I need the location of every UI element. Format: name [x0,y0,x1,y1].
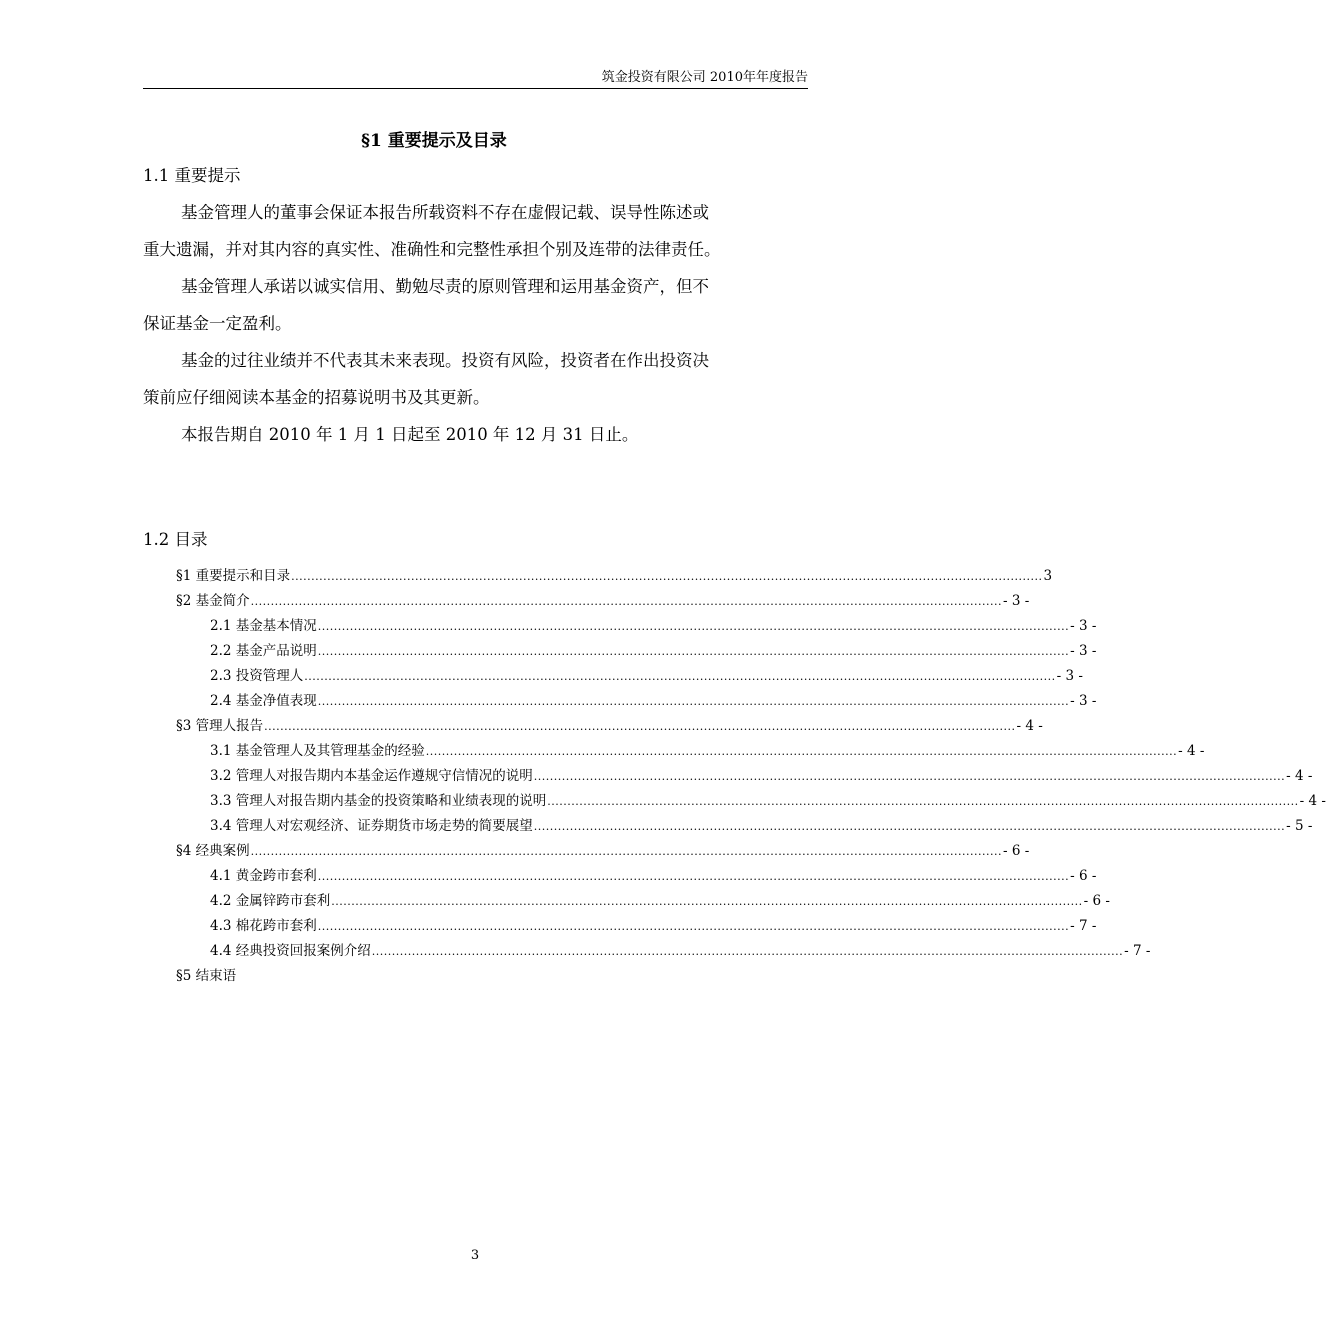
toc-entry[interactable] [210,739,1205,759]
page-header [143,66,808,89]
toc-entry[interactable] [176,839,1030,859]
toc-leader: ............................................................................................................................................................................................ [371,945,1124,958]
toc-entry[interactable] [176,714,1043,734]
toc-entry-page: - 4 - [1299,793,1326,809]
toc-entry[interactable] [176,564,1053,584]
toc-leader: ............................................................................................................................................................................................ [250,595,1002,608]
toc-leader: ............................................................................................................................................................................................ [304,670,1056,683]
toc-leader: ............................................................................................................................................................................................ [250,845,1002,858]
header-text: 筑金投资有限公司 2010年年度报告 [601,70,808,85]
toc-entry-page: - 7 - [1124,943,1151,959]
toc-entry-page: - 3 - [1070,643,1097,659]
toc-entry[interactable] [210,764,1313,784]
important-heading: 1.1 重要提示 [143,166,241,185]
toc-entry-page: - 6 - [1070,868,1097,884]
toc-entry[interactable] [210,664,1083,684]
toc-heading: 1.2 目录 [143,530,208,549]
toc-entry-label: §5 结束语 [176,968,237,984]
toc-entry-page: - 3 - [1070,618,1097,634]
toc-entry-label: 4.3 棉花跨市套利 [210,918,317,934]
toc-leader: ............................................................................................................................................................................................ [547,795,1299,808]
toc-leader: ............................................................................................................................................................................................ [317,695,1070,708]
toc-leader: ............................................................................................................................................................................................ [291,570,1043,583]
page-number: 3 [470,1248,480,1263]
toc-entry-label: §4 经典案例 [176,843,250,859]
toc-entry-label: 2.2 基金产品说明 [210,643,317,659]
toc-entry-page: - 4 - [1286,768,1313,784]
toc-entry-label: 3.3 管理人对报告期内基金的投资策略和业绩表现的说明 [210,793,547,809]
important-text [143,194,808,453]
toc-entry-label: §1 重要提示和目录 [176,568,291,584]
toc-entry[interactable] [176,964,476,984]
toc-entry-page: - 4 - [1178,743,1205,759]
important-line: 策前应仔细阅读本基金的招募说明书及其更新。 [143,388,490,407]
toc-leader: ............................................................................................................................................................................................ [317,870,1070,883]
toc-entry-page: 3 [1043,568,1053,584]
toc-entry-page: - 3 - [1070,693,1097,709]
toc-entry[interactable] [210,789,1326,809]
toc-entry-label: 3.2 管理人对报告期内本基金运作遵规守信情况的说明 [210,768,533,784]
toc-entry-label: 4.2 金属锌跨市套利 [210,893,331,909]
toc-entry-page: - 6 - [1003,843,1030,859]
toc-leader: ............................................................................................................................................................................................ [264,720,1016,733]
toc-entry-page: - 3 - [1003,593,1030,609]
toc-entry[interactable] [210,639,1097,659]
important-line: 基金管理人的董事会保证本报告所载资料不存在虚假记载、误导性陈述或 [181,203,709,222]
toc-leader: ............................................................................................................................................................................................ [425,745,1178,758]
toc-leader: ............................................................................................................................................................................................ [331,895,1083,908]
toc-leader: ............................................................................................................................................................................................ [533,820,1286,833]
toc-entry-label: 3.4 管理人对宏观经济、证券期货市场走势的简要展望 [210,818,533,834]
toc-entry[interactable] [176,589,1030,609]
toc-leader: ............................................................................................................................................................................................ [317,645,1070,658]
toc-entry-label: 3.1 基金管理人及其管理基金的经验 [210,743,425,759]
toc-entry-label: 2.1 基金基本情况 [210,618,317,634]
toc-entry-page: - 5 - [1286,818,1313,834]
toc-entry[interactable] [210,614,1097,634]
toc-entry-label: 4.1 黄金跨市套利 [210,868,317,884]
important-line: 重大遗漏，并对其内容的真实性、准确性和完整性承担个别及连带的法律责任。 [143,240,721,259]
important-line: 保证基金一定盈利。 [143,314,292,333]
toc-entry-page: - 7 - [1070,918,1097,934]
important-line: 本报告期自 2010 年 1 月 1 日起至 2010 年 12 月 31 日止。 [181,425,639,444]
toc-entry[interactable] [210,689,1097,709]
toc-entry-label: 4.4 经典投资回报案例介绍 [210,943,371,959]
toc-entry-page: - 3 - [1056,668,1083,684]
toc-entry[interactable] [210,864,1097,884]
toc-entry[interactable] [210,914,1097,934]
important-line: 基金管理人承诺以诚实信用、勤勉尽责的原则管理和运用基金资产，但不 [181,277,709,296]
toc-entry-page: - 6 - [1083,893,1110,909]
important-line: 基金的过往业绩并不代表其未来表现。投资有风险，投资者在作出投资决 [181,351,709,370]
section-title: §1 重要提示及目录 [361,131,507,151]
toc-entry-label: 2.3 投资管理人 [210,668,304,684]
toc-entry-label: §2 基金简介 [176,593,250,609]
toc-entry[interactable] [210,939,1151,959]
toc-leader: ............................................................................................................................................................................................ [317,620,1070,633]
toc-entry-label: 2.4 基金净值表现 [210,693,317,709]
toc-leader: ............................................................................................................................................................................................ [533,770,1286,783]
toc-entry[interactable] [210,814,1313,834]
toc-entry-page: - 4 - [1016,718,1043,734]
toc-entry-label: §3 管理人报告 [176,718,264,734]
toc-entry[interactable] [210,889,1110,909]
toc-leader: ............................................................................................................................................................................................ [317,920,1070,933]
